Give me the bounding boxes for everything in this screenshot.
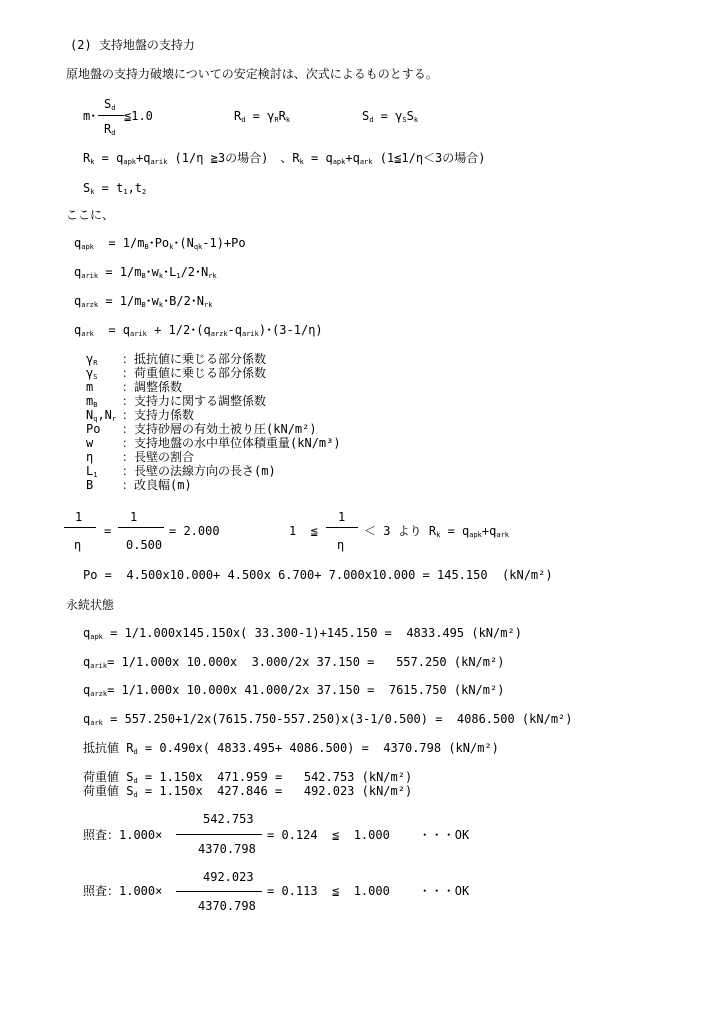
resistance-calculation: 抵抗値 Rd = 0.490x( 4833.495+ 4086.500) = 4370.798 (kN/m²) [83,741,499,756]
rk-definition: Rk = qapk+qarik (1/η ≧3の場合) 、Rk = qapk+qark (1≦1/η＜3の場合) [83,151,486,166]
check-1-numerator: 542.753 [203,812,254,826]
check-2-result: = 0.113 ≦ 1.000 ・・・OK [267,884,470,898]
legend-description: ：支持地盤の水中単位体積重量(kN/m³) [122,436,341,450]
legend-symbol: w [86,436,94,450]
eikyu-heading: 永続状態 [66,598,115,612]
load-calculation-1: 荷重値 Sd = 1.150x 471.959 = 542.753 (kN/m²) [83,770,413,785]
criterion-denominator: Rd [104,122,116,137]
check-1-result: = 0.124 ≦ 1.000 ・・・OK [267,828,470,842]
legend-symbol: γR [86,352,98,367]
criterion-le: ≦1.0 [124,109,153,123]
legend-symbol: γS [86,366,98,381]
legend-description: ：荷重値に乗じる部分係数 [122,366,267,380]
section-heading: (2) 支持地盤の支持力 [70,38,195,52]
qapk-calculation: qapk = 1/1.000x145.150x( 33.300-1)+145.150 = 4833.495 (kN/m²) [83,626,522,641]
eta-equals: = [104,524,112,538]
legend-symbol: m [86,380,94,394]
eta-value-bar [118,527,164,528]
legend-symbol: η [86,450,94,464]
legend-description: ：抵抗値に乗じる部分係数 [122,352,267,366]
legend-description: ：調整係数 [122,380,183,394]
legend-description: ：長壁の法線方向の長さ(m) [122,464,276,478]
koko-label: ここに、 [66,208,115,222]
qarzk-calculation: qarzk= 1/1.000x 10.000x 41.000/2x 37.150 = 7615.750 (kN/m²) [83,683,505,698]
qarik-definition: qarik = 1/mB･wk･L1/2･Nrk [74,265,217,280]
legend-symbol: mB [86,394,98,409]
eta-fraction-bar [64,527,96,528]
legend-symbol: Po [86,422,101,436]
po-calculation: Po = 4.500x10.000+ 4.500x 6.700+ 7.000x10.000 = 145.150 (kN/m²) [83,568,553,582]
load-calculation-2: 荷重値 Sd = 1.150x 427.846 = 492.023 (kN/m²) [83,784,413,799]
check-1-label: 照査：1.000× [83,828,163,842]
eta-range-num: 1 [338,510,346,524]
check-1-fraction-bar [176,834,262,835]
eta-range-bar [326,527,358,528]
criterion-numerator: Sd [104,97,116,112]
criterion-m: m･ [83,109,97,123]
legend-description: ：支持砂層の有効土被り圧(kN/m²) [122,422,317,436]
eta-fraction-num: 1 [75,510,83,524]
qapk-definition: qapk = 1/mB･Pok･(Nqk-1)+Po [74,236,246,251]
eta-fraction-den: η [74,538,82,552]
legend-symbol: B [86,478,94,492]
eta-range-left: 1 ≦ [289,524,318,538]
legend-description: ：支持力係数 [122,408,195,422]
qarik-calculation: qarik= 1/1.000x 10.000x 3.000/2x 37.150 = 557.250 (kN/m²) [83,655,505,670]
check-2-numerator: 492.023 [203,870,254,884]
sd-definition: Sd = γSSk [362,109,419,124]
eta-result: = 2.000 [169,524,220,538]
eta-value-num: 1 [130,510,138,524]
legend-symbol: L1 [86,464,98,479]
check-2-fraction-bar [176,891,262,892]
legend-description: ：支持力に関する調整係数 [122,394,267,408]
intro-text: 原地盤の支持力破壊についての安定検討は、次式によるものとする。 [66,67,438,81]
rd-definition: Rd = γRRk [234,109,291,124]
check-1-denominator: 4370.798 [198,842,256,856]
eta-value-den: 0.500 [126,538,163,552]
qark-definition: qark = qarik + 1/2･(qarzk-qarik)･(3-1/η) [74,323,323,338]
qark-calculation: qark = 557.250+1/2x(7615.750-557.250)x(3-1/0.500) = 4086.500 (kN/m²) [83,712,573,727]
qarzk-definition: qarzk = 1/mB･wk･B/2･Nrk [74,294,213,309]
eta-range-conclusion: ＜ 3 より Rk = qapk+qark [364,524,510,539]
legend-description: ：改良幅(m) [122,478,192,492]
legend-description: ：長壁の割合 [122,450,195,464]
eta-range-den: η [337,538,345,552]
sk-definition: Sk = t1,t2 [83,181,147,196]
criterion-fraction-bar [98,115,124,116]
check-2-label: 照査：1.000× [83,884,163,898]
legend-symbol: Nq,Nr [86,408,117,423]
check-2-denominator: 4370.798 [198,899,256,913]
